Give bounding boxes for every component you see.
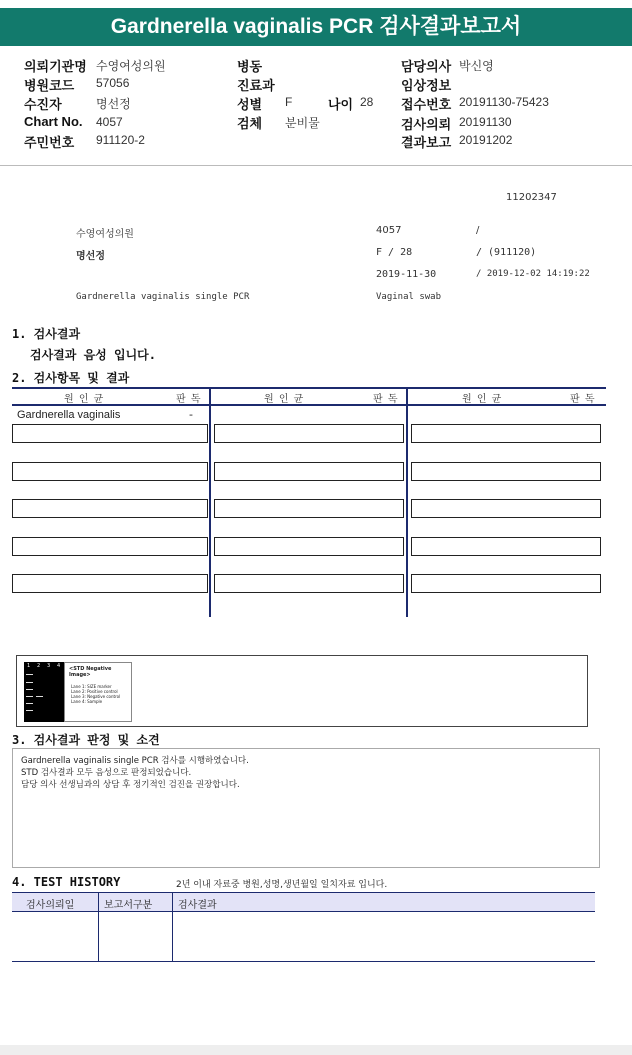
opinion-box (12, 748, 600, 868)
gel-band (26, 696, 33, 697)
doctor-label: 담당의사 (401, 59, 452, 74)
gel-caption-line: Lane 2: Positive control (71, 689, 118, 694)
clinical-label: 임상정보 (401, 78, 452, 93)
detail-slash: / (476, 225, 480, 236)
result-box (12, 462, 208, 481)
result-box (411, 537, 601, 556)
opinion-line: 담당 의사 선생님과의 상담 후 정기적인 검진을 권장합니다. (21, 780, 240, 790)
history-col-result: 검사결과 (178, 900, 217, 911)
result-box (12, 499, 208, 518)
gel-band (36, 696, 43, 697)
receipt-value: 20191130-75423 (459, 95, 549, 109)
chart-value: 4057 (96, 115, 123, 129)
history-col-type: 보고서구분 (104, 900, 153, 911)
result-box (214, 537, 404, 556)
gel-band (26, 682, 33, 683)
table-divider-1 (209, 387, 211, 617)
result-box (12, 574, 208, 593)
patient-label: 수진자 (24, 97, 62, 112)
history-table (12, 892, 595, 962)
hospital-value: 수영여성의원 (96, 59, 166, 73)
reference-number: 11202347 (506, 192, 557, 203)
history-header-row (12, 893, 595, 912)
section4-heading: 4. TEST HISTORY (12, 875, 121, 889)
result-box (214, 499, 404, 518)
dept-label: 진료과 (237, 78, 275, 93)
gel-band (26, 710, 33, 711)
detail-specimen: Vaginal swab (376, 292, 442, 302)
report-value: 20191202 (459, 133, 513, 147)
id-label: 주민번호 (24, 135, 75, 150)
organism-judgement: - (189, 408, 193, 421)
history-divider (98, 893, 99, 961)
code-label: 병원코드 (24, 78, 75, 93)
report-title: Gardnerella vaginalis PCR 검사결과보고서 (0, 8, 632, 46)
age-label: 나이 (328, 97, 354, 112)
section2-heading: 2. 검사항목 및 결과 (12, 371, 130, 385)
detail-sex-age: F / 28 (376, 247, 413, 258)
history-col-date: 검사의뢰일 (26, 900, 75, 911)
header-divider (0, 165, 632, 166)
report-label: 결과보고 (401, 135, 452, 150)
detail-hospital: 수영여성의원 (76, 229, 134, 240)
col-judgement-3: 판 독 (570, 394, 596, 405)
lane-number: 2 (37, 663, 41, 669)
gel-band (26, 674, 33, 675)
organism-name: Gardnerella vaginalis (17, 409, 121, 421)
gel-band (26, 689, 33, 690)
col-organism-1: 원 인 균 (64, 394, 105, 405)
doctor-value: 박신영 (459, 59, 494, 73)
section1-result: 검사결과 음성 입니다. (30, 348, 157, 362)
table-top-line (12, 387, 606, 389)
result-box (411, 574, 601, 593)
gel-band (26, 703, 33, 704)
specimen-label: 검체 (237, 116, 263, 131)
chart-label: Chart No. (24, 114, 83, 129)
gel-caption-line: Lane 1: SIZE marker (71, 684, 112, 689)
sex-value: F (285, 95, 293, 109)
gel-image (24, 662, 64, 722)
col-judgement-2: 판 독 (373, 394, 399, 405)
receipt-label: 접수번호 (401, 97, 452, 112)
request-label: 검사의뢰 (401, 117, 452, 132)
id-value: 911120-2 (96, 133, 145, 147)
specimen-value: 분비물 (285, 116, 320, 130)
result-box (411, 499, 601, 518)
result-box (214, 574, 404, 593)
result-box (12, 537, 208, 556)
section4-note: 2년 이내 자료중 병원,성명,생년월일 일치자료 입니다. (176, 880, 388, 890)
opinion-line: Gardnerella vaginalis single PCR 검사를 시행하였습니다. (21, 756, 249, 766)
detail-patient: 명선정 (76, 251, 105, 262)
age-value: 28 (360, 95, 374, 109)
result-box (12, 424, 208, 443)
detail-test-name: Gardnerella vaginalis single PCR (76, 292, 250, 302)
result-box (214, 462, 404, 481)
sex-label: 성별 (237, 97, 263, 112)
patient-value: 명선정 (96, 97, 131, 111)
detail-date-received: 2019-11-30 (376, 269, 437, 280)
result-box (411, 424, 601, 443)
ward-label: 병동 (237, 59, 263, 74)
detail-dob: / (911120) (476, 247, 537, 258)
opinion-line: STD 검사결과 모두 음성으로 판정되었습니다. (21, 768, 192, 778)
section1-heading: 1. 검사결과 (12, 327, 81, 341)
lane-number: 1 (27, 663, 31, 669)
code-value: 57056 (96, 76, 130, 90)
lane-number: 4 (57, 663, 61, 669)
hospital-label: 의뢰기관명 (24, 59, 87, 74)
result-box (214, 424, 404, 443)
col-organism-2: 원 인 균 (264, 394, 305, 405)
col-judgement-1: 판 독 (176, 394, 202, 405)
lane-number: 3 (47, 663, 51, 669)
history-divider (172, 893, 173, 961)
detail-chart: 4057 (376, 225, 402, 236)
bottom-strip (0, 1045, 632, 1055)
gel-caption-line: Lane 3: Negative control (71, 694, 121, 699)
gel-caption-title: <STD Negative Image> (69, 666, 112, 678)
request-value: 20191130 (459, 115, 512, 129)
result-box (411, 462, 601, 481)
detail-date-reported: / 2019-12-02 14:19:22 (476, 269, 590, 279)
section3-heading: 3. 검사결과 판정 및 소견 (12, 733, 160, 747)
table-divider-2 (406, 387, 408, 617)
gel-caption-box (64, 662, 132, 722)
col-organism-3: 원 인 균 (462, 394, 503, 405)
gel-caption-line: Lane 4: Sample (71, 699, 103, 704)
